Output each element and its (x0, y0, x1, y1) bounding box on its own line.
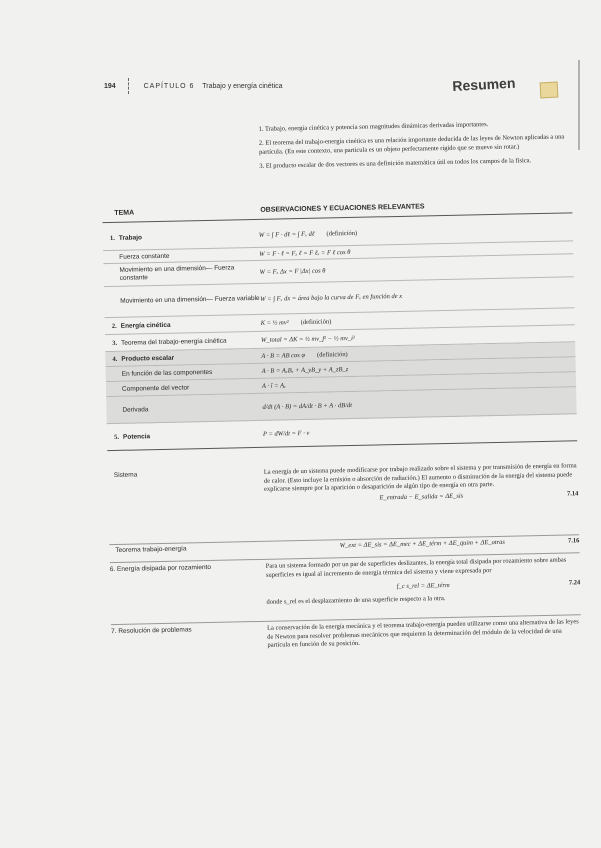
row-number: 2. (111, 322, 117, 330)
observations-column-header: OBSERVACIONES Y ECUACIONES RELEVANTES (260, 203, 425, 214)
row-topic: Fuerza constante (119, 252, 170, 261)
row-formula (261, 330, 575, 344)
equation-number: 7.16 (567, 537, 580, 545)
row-number: 5. (114, 433, 120, 441)
sistema-body (264, 462, 579, 507)
formula-text: W = ∫ Fₓ dx = área bajo la curva de Fₓ en función de x (260, 292, 403, 303)
row-topic: Energía cinética (120, 321, 171, 330)
topic-column-header: TEMA (114, 209, 135, 217)
page-header (104, 78, 283, 94)
formula-note: (definición) (316, 350, 348, 359)
equation-text: E_entrada − E_salida = ΔE_sis (379, 492, 464, 501)
formula-text: W = ∫ F · dℓ = ∫ Fₓ dℓ (258, 230, 315, 239)
summary-table (103, 216, 578, 451)
section-title: Resumen (452, 74, 516, 94)
row-formula (263, 424, 577, 438)
formula-text: W = Fₓ Δx = F |Δx| cos θ (259, 267, 326, 276)
intro-item-2: 2. El teorema del trabajo-energía cinética es una relación importante deducida de las leyes de Newton aplicadas a una partícula. (En este contexto, una partícula es un objeto perfectamente rígido que se mueve sin rotar.) (258, 133, 565, 156)
intro-item-3: 3. El producto escalar de dos vectores es una definición matemática útil en todos los campos de la física. (259, 157, 532, 170)
equation-number: 7.14 (566, 489, 579, 497)
row-formula (262, 397, 576, 411)
sistema-block (108, 462, 579, 542)
header-divider (128, 78, 130, 94)
item-6-label: 6. Energía disipada por rozamiento (109, 563, 212, 574)
page-number: 194 (104, 82, 116, 90)
equation-text: f_c s_rel = ΔE_térm (396, 581, 450, 591)
section-tab-marker (540, 82, 559, 99)
item-7-text: La conservación de la energía mecánica y el teorema trabajo-energía pueden utilizarse como una alternativa de las leyes de Newton para resolver problemas mecánicos que requieren la determinación del módulo de la velocidad de una partícula en función de su posición. (266, 618, 579, 649)
formula-text: K = ½ mv² (260, 318, 289, 327)
row-formula (261, 313, 575, 327)
formula-text: W = F · ℓ = Fₓ ℓ = F ℓₓ = F ℓ cos θ (259, 248, 351, 258)
formula-text: A · B = AₓBₓ + A_yB_y + A_zB_z (261, 365, 349, 375)
row-number: 4. (112, 355, 118, 363)
teorema-label: Teorema trabajo-energía (115, 545, 187, 554)
row-topic: Potencia (122, 432, 151, 441)
row-topic: Movimiento en una dimensión— Fuerza constante (119, 264, 235, 282)
item-6-text: Para un sistema formado por un par de superficies deslizantes, la energía total disipada por rozamiento sobre ambas superficies es igual al incremento de energía térmica del sistema y viene expresada por (265, 556, 567, 579)
row-topic: Trabajo (118, 233, 143, 242)
intro-list (259, 118, 590, 176)
formula-note: (definición) (300, 317, 332, 326)
row-formula (260, 262, 574, 276)
item-6-block (110, 556, 581, 622)
formula-text: W_total = ΔK = ½ mv_f² − ½ mv_i² (260, 334, 355, 344)
formula-text: A · B = AB cos φ (261, 351, 306, 360)
equation-number: 7.24 (568, 579, 581, 587)
sistema-label: Sistema (113, 471, 138, 479)
row-topic: Producto escalar (121, 354, 175, 363)
row-number: 3. (112, 339, 118, 347)
item-7-body (267, 618, 581, 650)
chapter-label: CAPÍTULO 6 (143, 82, 195, 90)
item-6-after: donde s_rel es el desplazamiento de una superficie respecto a la otra. (266, 594, 446, 606)
formula-text: d/dt (A · B) = dA/dt · B + A · dB/dt (262, 401, 353, 411)
row-number: 1. (109, 234, 115, 242)
row-formula (259, 225, 573, 239)
item-7-label: 7. Resolución de problemas (111, 626, 192, 636)
intro-item-1: 1. Trabajo, energía cinética y potencia son magnitudes dinámicas derivadas importantes. (258, 121, 489, 133)
row-topic: Teorema del trabajo-energía cinética (120, 337, 227, 347)
formula-note: (definición) (326, 229, 358, 237)
row-formula (260, 289, 574, 303)
row-topic: Movimiento en una dimensión— Fuerza variable (120, 294, 260, 305)
item-7-block (111, 618, 582, 668)
row-topic: Derivada (122, 405, 149, 414)
row-topic: Componente del vector (121, 383, 190, 393)
row-topic: En función de las componentes (121, 368, 213, 378)
formula-text: P = dW/dt = F · v (262, 429, 310, 438)
chapter-title: Trabajo y energía cinética (202, 82, 283, 90)
item-6-body (266, 556, 581, 607)
sistema-text: La energía de un sistema puede modificarse por trabajo realizado sobre el sistema y por transmisión de energía en forma de calor. (Esto incluye la emisión o absorción de radiación.) El aumento o disminución de la energía del sistema puede explicarse siempre por la aparición o desaparición de algún tipo de energía en otra parte. (263, 462, 577, 493)
equation-text: W_ext = ΔE_sis = ΔE_mec + ΔE_térm + ΔE_quím + ΔE_otras (339, 538, 505, 550)
formula-text: A · î = Aₓ (261, 381, 286, 390)
